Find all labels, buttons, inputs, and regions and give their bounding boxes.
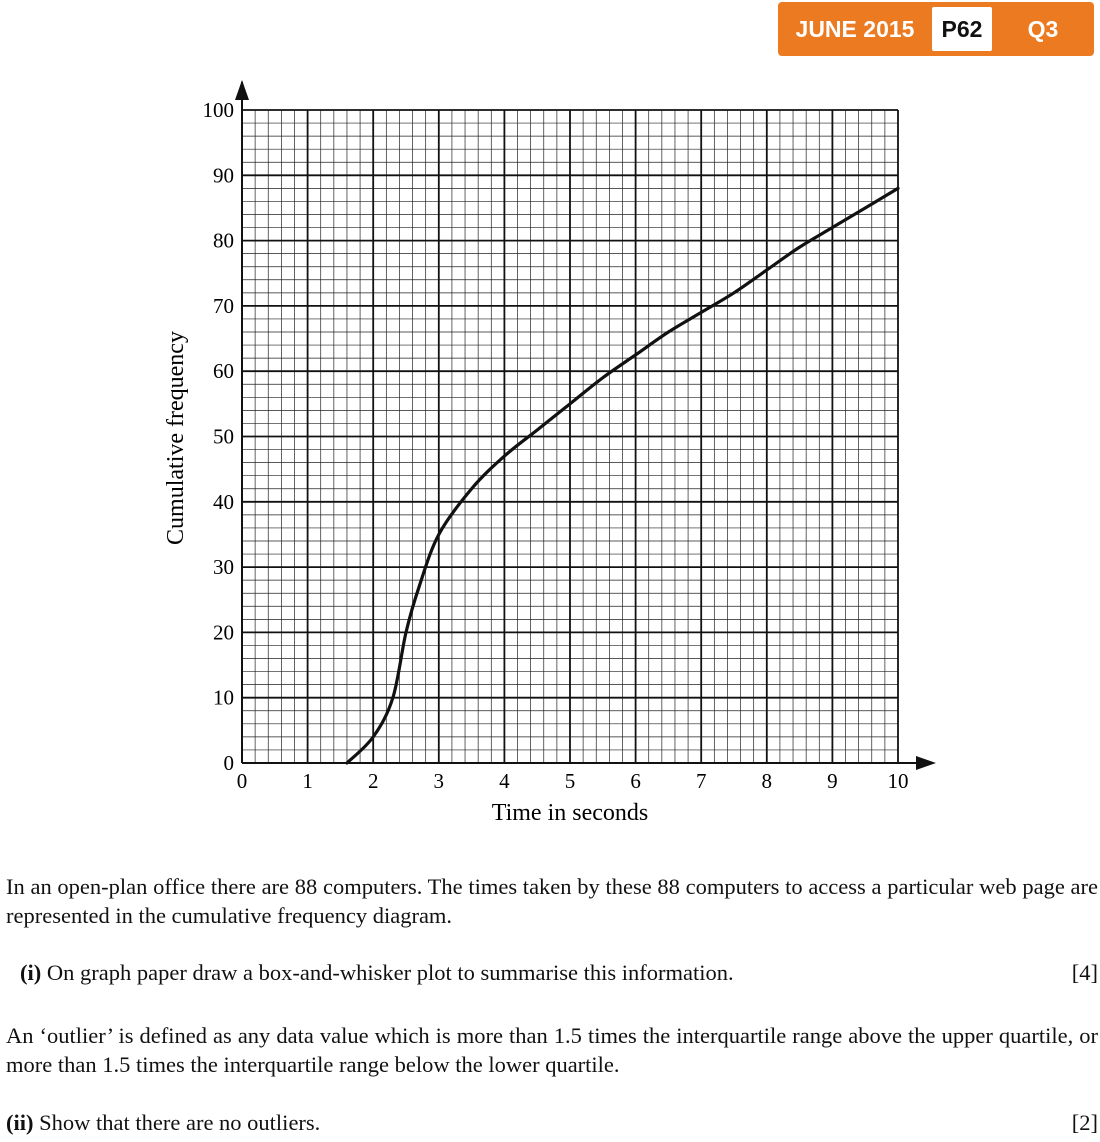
y-axis-arrow bbox=[235, 80, 249, 100]
y-tick-label: 100 bbox=[202, 98, 234, 122]
question-i bbox=[6, 960, 1098, 986]
question-ii bbox=[6, 1110, 1098, 1136]
y-tick-label: 30 bbox=[213, 555, 234, 580]
x-tick-label: 9 bbox=[827, 769, 838, 793]
y-tick-label: 10 bbox=[213, 685, 234, 710]
x-tick-label: 0 bbox=[236, 769, 248, 793]
intro-paragraph: In an open-plan office there are 88 computers. The times taken by these 88 computers to access a particular web page are represented in the cumulative frequency diagram. bbox=[6, 874, 1098, 928]
badge-question: Q3 bbox=[1027, 15, 1059, 42]
y-tick-label: 80 bbox=[213, 228, 234, 253]
cumulative-frequency-chart bbox=[0, 60, 1100, 840]
badge-date: JUNE 2015 bbox=[795, 15, 915, 42]
x-tick-label: 7 bbox=[695, 769, 707, 793]
chart-axes bbox=[235, 80, 936, 770]
x-tick-label: 1 bbox=[302, 769, 313, 793]
x-axis-label: Time in seconds bbox=[491, 800, 649, 826]
question-ii-text: Show that there are no outliers. bbox=[39, 1110, 321, 1135]
question-i-number: (i) bbox=[20, 960, 42, 985]
x-tick-label: 8 bbox=[761, 769, 773, 793]
badge-paper: P62 bbox=[932, 7, 992, 51]
x-tick-label: 10 bbox=[887, 769, 909, 793]
y-tick-label: 60 bbox=[213, 359, 234, 384]
x-tick-label: 5 bbox=[564, 769, 576, 793]
y-tick-label: 90 bbox=[213, 163, 234, 188]
x-axis-arrow bbox=[916, 756, 936, 770]
y-tick-label: 40 bbox=[213, 489, 234, 514]
x-tick-label: 2 bbox=[367, 769, 379, 793]
y-axis-label: Cumulative frequency bbox=[163, 331, 189, 545]
question-i-marks: [4] bbox=[1071, 960, 1098, 985]
x-tick-label: 6 bbox=[630, 769, 641, 793]
y-tick-label: 70 bbox=[213, 293, 234, 318]
question-i-text: On graph paper draw a box-and-whisker plot to summarise this information. bbox=[46, 960, 734, 985]
x-tick-label: 4 bbox=[499, 769, 510, 793]
grid-major bbox=[242, 110, 898, 763]
y-tick-label: 20 bbox=[213, 620, 234, 645]
y-tick-label: 50 bbox=[213, 424, 234, 449]
question-ii-number: (ii) bbox=[6, 1110, 34, 1135]
outlier-definition: An ‘outlier’ is defined as any data value which is more than 1.5 times the interquartile range above the upper quartile, or more than 1.5 times the interquartile range below the lower quartile. bbox=[6, 1023, 1098, 1077]
question-ii-marks: [2] bbox=[1071, 1110, 1098, 1135]
exam-badge bbox=[778, 2, 1094, 56]
x-tick-label: 3 bbox=[433, 769, 445, 793]
y-tick-label: 0 bbox=[223, 751, 234, 775]
